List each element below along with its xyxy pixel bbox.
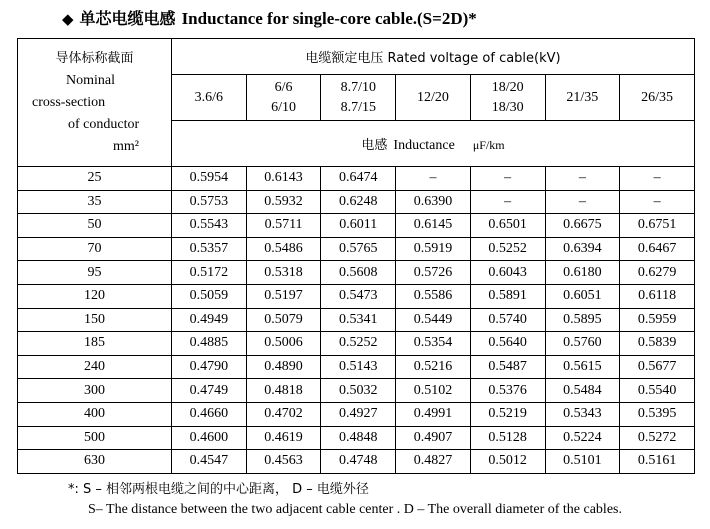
section-cell: 185	[18, 332, 172, 356]
inductance-value-cell: 0.5839	[620, 332, 695, 356]
inductance-value-cell: 0.5615	[545, 355, 620, 379]
inductance-value-cell: 0.4702	[246, 402, 321, 426]
table-row	[18, 402, 695, 426]
section-cell: 150	[18, 308, 172, 332]
inductance-value-cell: 0.4619	[246, 426, 321, 450]
inductance-value-cell: 0.6143	[246, 167, 321, 191]
voltage-label: 21/35	[566, 89, 599, 105]
inductance-value-cell: 0.5726	[396, 261, 471, 285]
inductance-value-cell: 0.5711	[246, 214, 321, 238]
inductance-value-cell: 0.5473	[321, 284, 396, 308]
inductance-value-cell: 0.6051	[545, 284, 620, 308]
inductance-value-cell: 0.5540	[620, 379, 695, 403]
title-en: Inductance for single-core cable.(S=2D)*	[181, 9, 477, 28]
inductance-value-cell: 0.5343	[545, 402, 620, 426]
voltage-label: 6/6	[274, 79, 293, 95]
inductance-value-cell: 0.5543	[172, 214, 247, 238]
section-header-cn: 导体标称截面	[55, 50, 134, 66]
voltage-title: 电缆额定电压 Rated voltage of cable(kV)	[305, 50, 561, 66]
inductance-value-cell: 0.5161	[620, 450, 695, 474]
section-header-line1: Nominal	[66, 72, 115, 88]
table-row	[18, 426, 695, 450]
inductance-value-cell: 0.5272	[620, 426, 695, 450]
inductance-value-cell: –	[470, 190, 545, 214]
inductance-value-cell: 0.5252	[470, 237, 545, 261]
table-row	[18, 237, 695, 261]
inductance-value-cell: 0.5224	[545, 426, 620, 450]
inductance-value-cell: 0.5376	[470, 379, 545, 403]
inductance-cell	[172, 121, 695, 167]
inductance-value-cell: 0.5954	[172, 167, 247, 191]
section-cell: 35	[18, 190, 172, 214]
voltage-label: 8.7/10	[340, 79, 376, 95]
table-row	[18, 308, 695, 332]
inductance-value-cell: 0.5753	[172, 190, 247, 214]
page-title	[62, 6, 477, 32]
voltage-header-cell	[470, 75, 545, 121]
inductance-en: Inductance	[393, 137, 455, 153]
voltage-header-cell	[396, 75, 471, 121]
voltage-title-cell	[172, 39, 695, 75]
inductance-value-cell: 0.5172	[172, 261, 247, 285]
inductance-value-cell: 0.6394	[545, 237, 620, 261]
voltage-label-secondary: 6/10	[271, 99, 296, 115]
inductance-value-cell: 0.5143	[321, 355, 396, 379]
inductance-value-cell: 0.5197	[246, 284, 321, 308]
section-cell: 50	[18, 214, 172, 238]
section-cell: 70	[18, 237, 172, 261]
inductance-value-cell: –	[620, 190, 695, 214]
table-row	[18, 332, 695, 356]
inductance-value-cell: 0.4547	[172, 450, 247, 474]
inductance-value-cell: 0.5216	[396, 355, 471, 379]
inductance-value-cell: 0.5006	[246, 332, 321, 356]
inductance-value-cell: –	[396, 167, 471, 191]
section-cell: 120	[18, 284, 172, 308]
inductance-value-cell: 0.4563	[246, 450, 321, 474]
table-row	[18, 167, 695, 191]
inductance-value-cell: 0.5891	[470, 284, 545, 308]
voltage-header-cell	[246, 75, 321, 121]
inductance-value-cell: 0.4890	[246, 355, 321, 379]
inductance-value-cell: 0.5219	[470, 402, 545, 426]
table-row	[18, 190, 695, 214]
voltage-label-secondary: 18/30	[491, 99, 524, 115]
section-cell: 95	[18, 261, 172, 285]
inductance-value-cell: 0.5486	[246, 237, 321, 261]
inductance-value-cell: 0.5895	[545, 308, 620, 332]
table-row	[18, 284, 695, 308]
inductance-value-cell: 0.6180	[545, 261, 620, 285]
section-header-unit: mm²	[113, 138, 139, 154]
table-row	[18, 261, 695, 285]
section-cell: 25	[18, 167, 172, 191]
diamond-bullet-icon: ◆	[62, 10, 74, 28]
footnote-en: S– The distance between the two adjacent cable center . D – The overall diameter of the cables.	[88, 502, 622, 517]
section-cell: 500	[18, 426, 172, 450]
inductance-value-cell: 0.6675	[545, 214, 620, 238]
inductance-table	[17, 38, 695, 474]
inductance-value-cell: 0.5740	[470, 308, 545, 332]
voltage-header-cell	[172, 75, 247, 121]
inductance-value-cell: 0.5101	[545, 450, 620, 474]
inductance-value-cell: 0.4818	[246, 379, 321, 403]
inductance-value-cell: 0.4790	[172, 355, 247, 379]
title-cn: 单芯电缆电感	[79, 9, 176, 28]
inductance-value-cell: 0.5586	[396, 284, 471, 308]
voltage-label: 12/20	[417, 89, 449, 105]
inductance-value-cell: 0.5959	[620, 308, 695, 332]
inductance-value-cell: 0.4748	[321, 450, 396, 474]
voltage-header-cell	[321, 75, 396, 121]
inductance-value-cell: 0.5608	[321, 261, 396, 285]
inductance-value-cell: 0.5341	[321, 308, 396, 332]
voltage-label-secondary: 8.7/15	[340, 99, 376, 115]
inductance-value-cell: 0.4927	[321, 402, 396, 426]
section-cell: 630	[18, 450, 172, 474]
section-cell: 240	[18, 355, 172, 379]
inductance-value-cell: 0.4991	[396, 402, 471, 426]
footnote-cn: *: S – 相邻两根电缆之间的中心距离， D – 电缆外径	[68, 482, 369, 497]
table-row	[18, 379, 695, 403]
inductance-value-cell: 0.5765	[321, 237, 396, 261]
inductance-value-cell: 0.5449	[396, 308, 471, 332]
inductance-value-cell: 0.5102	[396, 379, 471, 403]
inductance-value-cell: 0.5252	[321, 332, 396, 356]
inductance-value-cell: 0.5059	[172, 284, 247, 308]
inductance-value-cell: 0.6043	[470, 261, 545, 285]
header-row-voltage	[18, 39, 695, 75]
inductance-value-cell: 0.5487	[470, 355, 545, 379]
inductance-value-cell: 0.4660	[172, 402, 247, 426]
inductance-value-cell: 0.5760	[545, 332, 620, 356]
inductance-value-cell: 0.5932	[246, 190, 321, 214]
inductance-value-cell: 0.6279	[620, 261, 695, 285]
inductance-value-cell: 0.6118	[620, 284, 695, 308]
inductance-value-cell: 0.5012	[470, 450, 545, 474]
inductance-value-cell: 0.6751	[620, 214, 695, 238]
section-cell: 400	[18, 402, 172, 426]
inductance-value-cell: 0.5032	[321, 379, 396, 403]
inductance-value-cell: 0.5919	[396, 237, 471, 261]
inductance-value-cell: 0.6501	[470, 214, 545, 238]
inductance-value-cell: 0.6011	[321, 214, 396, 238]
inductance-value-cell: 0.5318	[246, 261, 321, 285]
table-body	[18, 167, 695, 474]
section-cell: 300	[18, 379, 172, 403]
inductance-value-cell: 0.5395	[620, 402, 695, 426]
section-header-line2: cross-section	[32, 94, 106, 110]
table-row	[18, 450, 695, 474]
voltage-header-cell	[545, 75, 620, 121]
voltage-label: 3.6/6	[194, 89, 224, 105]
inductance-value-cell: 0.4749	[172, 379, 247, 403]
inductance-value-cell: 0.5357	[172, 237, 247, 261]
inductance-value-cell: 0.5677	[620, 355, 695, 379]
inductance-value-cell: –	[620, 167, 695, 191]
section-header-cell	[18, 39, 172, 167]
inductance-value-cell: –	[545, 190, 620, 214]
inductance-value-cell: 0.4907	[396, 426, 471, 450]
inductance-value-cell: 0.6145	[396, 214, 471, 238]
inductance-value-cell: 0.4600	[172, 426, 247, 450]
voltage-header-cell	[620, 75, 695, 121]
inductance-unit: μF/km	[472, 137, 505, 152]
inductance-value-cell: 0.6248	[321, 190, 396, 214]
inductance-value-cell: 0.4848	[321, 426, 396, 450]
voltage-label: 18/20	[491, 79, 524, 95]
inductance-value-cell: 0.4885	[172, 332, 247, 356]
inductance-value-cell: 0.5354	[396, 332, 471, 356]
inductance-value-cell: 0.4949	[172, 308, 247, 332]
inductance-value-cell: 0.5640	[470, 332, 545, 356]
inductance-cn: 电感	[361, 137, 388, 153]
section-header-line3: of conductor	[68, 116, 140, 132]
inductance-value-cell: 0.5079	[246, 308, 321, 332]
table-row	[18, 214, 695, 238]
inductance-value-cell: –	[545, 167, 620, 191]
inductance-value-cell: 0.6390	[396, 190, 471, 214]
inductance-value-cell: 0.4827	[396, 450, 471, 474]
inductance-value-cell: –	[470, 167, 545, 191]
inductance-value-cell: 0.6467	[620, 237, 695, 261]
inductance-value-cell: 0.5484	[545, 379, 620, 403]
table-row	[18, 355, 695, 379]
voltage-label: 26/35	[641, 89, 674, 105]
inductance-value-cell: 0.6474	[321, 167, 396, 191]
inductance-value-cell: 0.5128	[470, 426, 545, 450]
